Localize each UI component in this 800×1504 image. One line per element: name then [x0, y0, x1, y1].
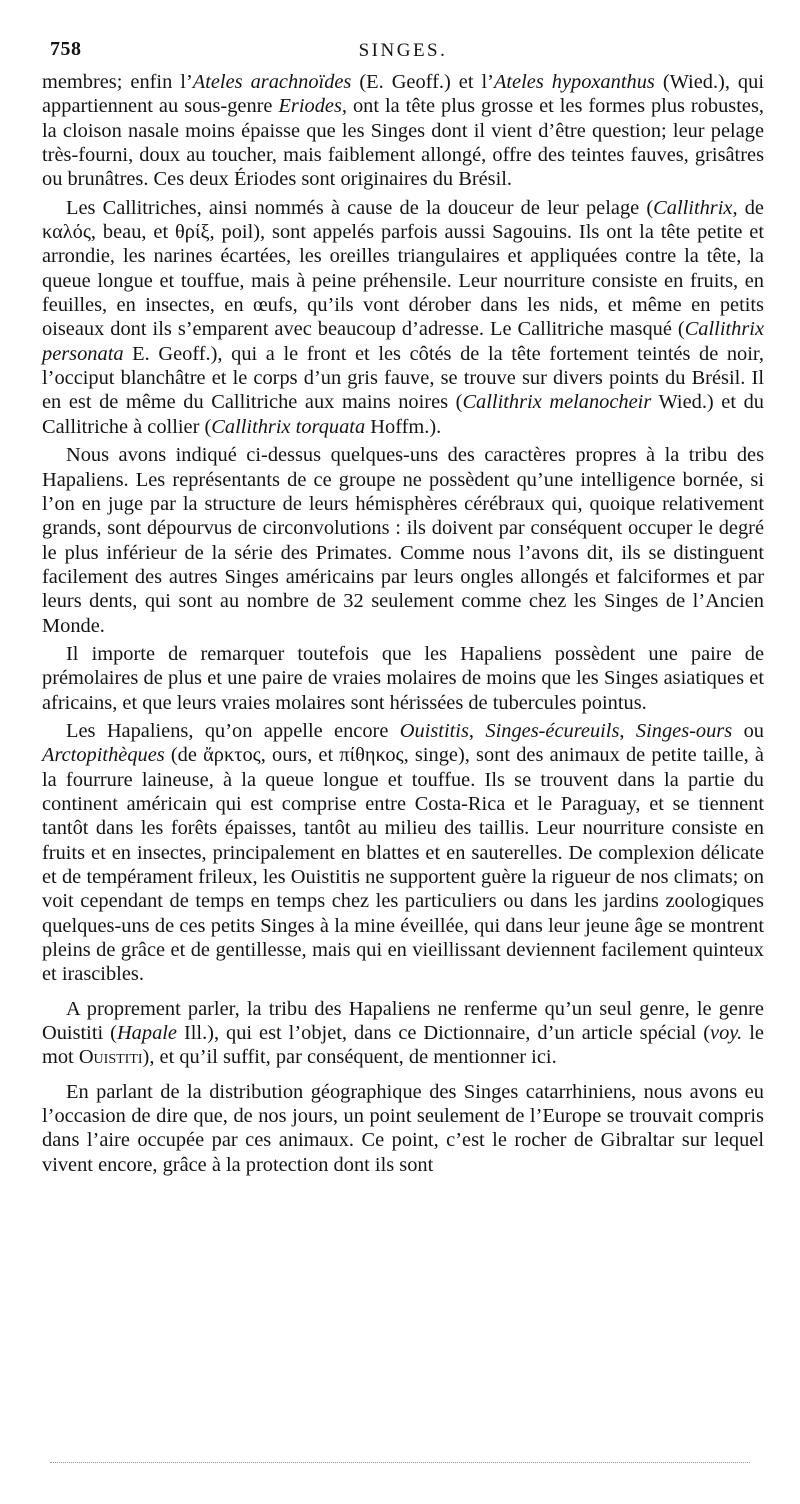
italic-term: Singes-écureuils: [485, 719, 620, 742]
page-header: [42, 30, 764, 70]
running-title: SINGES.: [358, 40, 448, 61]
paragraph-genre-ouistiti: A proprement parler, la tribu des Hapaliens ne renferme qu’un seul genre, le genre Ouistiti (Hapale Ill.), qui est l’objet, dans ce Dictionnaire, d’un article spécial (voy. le mot Ouistiti), et qu’il suffit, par conséquent, de mentionner ici.: [42, 997, 764, 1069]
small-caps-term: Ouistiti: [78, 1046, 143, 1069]
italic-term: Ateles hypoxanthus: [493, 71, 655, 93]
italic-term: Callithrix: [653, 196, 733, 219]
page-number: 758: [50, 38, 82, 60]
italic-term: Callithrix melanocheir: [462, 391, 652, 414]
paragraph-ouistitis: Les Hapaliens, qu’on appelle encore Ouistitis, Singes-écureuils, Singes-ours ou Arctopithèques (de ἄρκτος, ours, et πίθηκος, singe), sont des animaux de petite taille, à la fourrure laineuse, à la queue longue et touffue. Ils se trouvent dans la partie du continent américain qui est comprise entre Costa-Rica et le Paraguay, et se tiennent tantôt dans les forêts épaisses, tantôt au milieu des taillis. Leur nourriture consiste en fruits et en insectes, principalement en blattes et en sauterelles. De complexion délicate et de tempérament frileux, les Ouistitis ne supportent guère la rigueur de nos climats; on voit cependant de temps en temps chez les particuliers ou dans les jardins zoologiques quelques-uns de ces petits Singes à la mine éveillée, qui dans leur jeune âge se montrent pleins de grâce et de gentillesse, mais qui en vieillissant deviennent facilement quinteux et irascibles.: [42, 719, 764, 986]
paragraph-gibraltar: En parlant de la distribution géographique des Singes catarrhiniens, nous avons eu l’occasion de dire que, de nos jours, un point seulement de l’Europe se trouvait compris dans l’aire occupée par ces animaux. Ce point, c’est le rocher de Gibraltar sur lequel vivent encore, grâce à la protection dont ils sont: [42, 1080, 764, 1176]
italic-term: Callithrix personata: [42, 318, 764, 365]
paragraph-hapaliens-intelligence: Nous avons indiqué ci-dessus quelques-uns des caractères propres à la tribu des Hapaliens. Les représentants de ce groupe ne possèdent qu’une intelligence bornée, si l’on en juge par la structure de leurs hémisphères cérébraux qui, quoique relativement grands, sont dépourvus de circonvolutions : ils doivent par conséquent occuper le degré le plus inférieur de la série des Primates. Comme nous l’avons dit, ils se distinguent facilement des autres Singes américains par leurs ongles allongés et falciformes et par leurs dents, qui sont au nombre de 32 seulement comme chez les Singes de l’Ancien Monde.: [42, 444, 764, 637]
italic-term: Ateles arachnoïdes: [192, 71, 352, 93]
italic-term: Ouistitis: [399, 719, 469, 742]
italic-term: Callithrix torquata: [211, 415, 366, 438]
body-text: [42, 70, 764, 1177]
paragraph-hapaliens-dents: Il importe de remarquer toutefois que les Hapaliens possèdent une paire de prémolaires de plus et une paire de vraies molaires de moins que les Singes asiatiques et africains, et que leurs vraies molaires sont hérissées de tubercules pointus.: [42, 642, 764, 714]
italic-term: Eriodes: [278, 95, 342, 118]
italic-term: Arctopithèques: [42, 744, 165, 767]
italic-term: voy.: [710, 1022, 743, 1045]
paragraph-eriodes: membres; enfin l’Ateles arachnoïdes (E. Geoff.) et l’Ateles hypoxanthus (Wied.), qui appartiennent au sous-genre Eriodes, ont la tête plus grosse et les formes plus robustes, la cloison nasale moins épaisse que les Singes dont il vient d’être question; leur pelage très-fourni, doux au toucher, mais faiblement allongé, offre des teintes fauves, grisâtres ou brunâtres. Ces deux Ériodes sont originaires du Brésil.: [42, 71, 764, 191]
italic-term: Singes-ours: [635, 719, 733, 742]
italic-term: Hapale: [116, 1022, 177, 1045]
paragraph-callitriches: Les Callitriches, ainsi nommés à cause de la douceur de leur pelage (Callithrix, de καλός, beau, et θρίξ, poil), sont appelés parfois aussi Sagouins. Ils ont la tête petite et arrondie, les narines écartées, les oreilles triangulaires et appliquées contre la tête, la queue longue et touffue, mais à peine préhensile. Leur nourriture consiste en fruits, en feuilles, en insectes, en œufs, qu’ils vont dérober dans les nids, et même en petits oiseaux dont ils s’emparent avec beaucoup d’adresse. Le Callitriche masqué (Callithrix personata E. Geoff.), qui a le front et les côtés de la tête fortement teintés de noir, l’occiput blanchâtre et le corps d’un gris fauve, se trouve sur divers points du Brésil. Il en est de même du Callitriche aux mains noires (Callithrix melanocheir Wied.) et du Callitriche à collier (Callithrix torquata Hoffm.).: [42, 196, 764, 438]
footer-rule: [50, 1462, 750, 1463]
